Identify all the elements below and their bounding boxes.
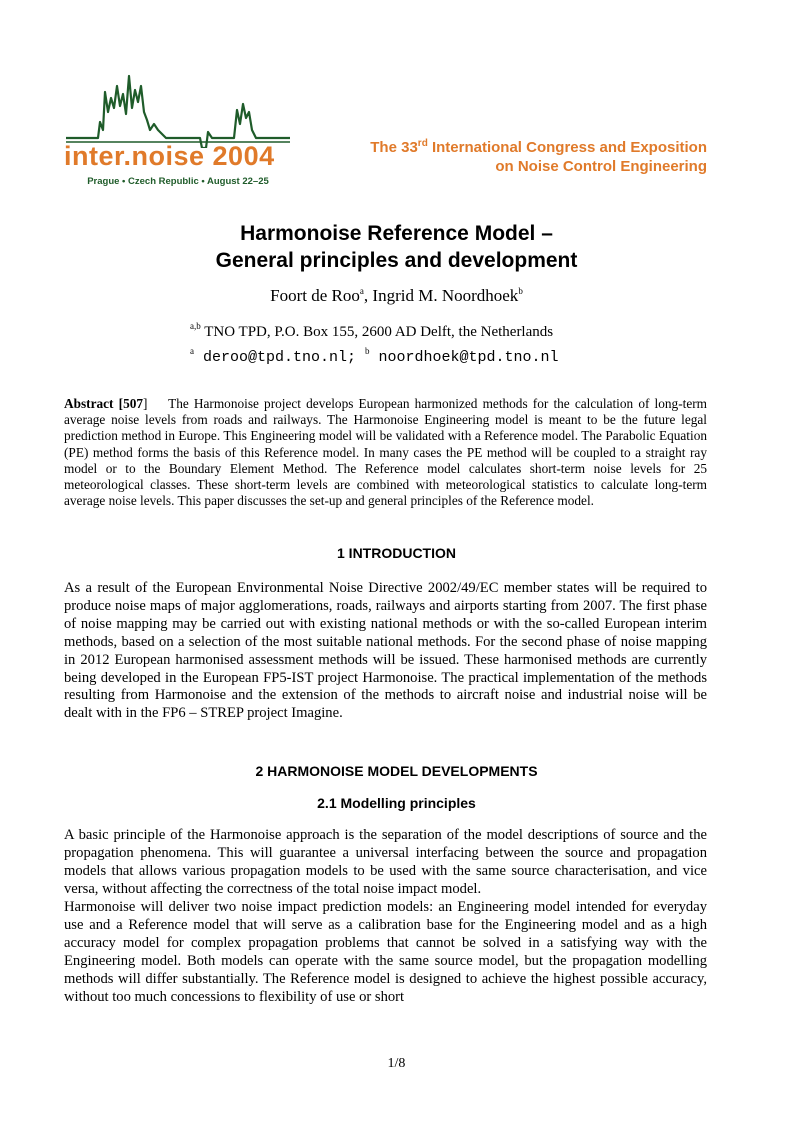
ordinal-suffix: rd bbox=[417, 138, 428, 149]
skyline-graphic bbox=[62, 68, 294, 148]
abstract-text: The Harmonoise project develops European harmonized methods for the calculation of long-term average noise levels from roads and railways. The Harmonoise Engineering model is meant to be the future legal prediction method in Europe. This Engineering model will be validated with a Reference model. The Parabolic Equation (PE) method forms the basis of this Reference model. In many cases the PE method will be coupled to a straight ray model or to the Boundary Element Method. The Reference model calculates short-term noise levels for 25 meteorological classes. These short-term levels are combined with meteorological statistics to calculate long-term average noise levels. This paper discusses the set-up and general principles of the Reference model. bbox=[64, 396, 707, 509]
logo-subtitle: Prague • Czech Republic • August 22–25 bbox=[87, 176, 269, 187]
authors bbox=[0, 286, 793, 306]
conference-title bbox=[370, 138, 707, 176]
abstract-label: Abstract [507 bbox=[64, 396, 144, 411]
affiliation bbox=[190, 321, 554, 341]
email-a-marker: a bbox=[190, 346, 194, 356]
conference-name: International Congress and Exposition bbox=[427, 139, 707, 156]
title-line-2: General principles and development bbox=[215, 249, 578, 272]
conference-line-2: on Noise Control Engineering bbox=[495, 158, 707, 175]
inter-noise-logo bbox=[62, 68, 294, 192]
section-1-text: As a result of the European Environmental Noise Directive 2002/49/EC member states will be required to produce noise maps of major agglomerations, roads, railways and airports starting from 2007. The first phase of noise mapping may be carried out with existing national methods or with the so-called European interim methods, based on a selection of the most suitable national methods. For the second phase of noise mapping in 2012 European harmonised assessment methods will be issued. These harmonised methods are currently being developed in the European FP5-IST project Harmonoise. The practical implementation of the methods resulting from Harmonoise and the extension of the methods to aircraft noise and industrial noise will be dealt with in the FP6 – STREP project Imagine. bbox=[64, 580, 707, 722]
affiliation-text: TNO TPD, P.O. Box 155, 2600 AD Delft, the Netherlands bbox=[200, 324, 554, 340]
section-1-heading: 1 INTRODUCTION bbox=[337, 545, 456, 561]
conference-line-1 bbox=[370, 138, 707, 157]
page-number: 1/8 bbox=[387, 1056, 406, 1071]
author-1: Foort de Roo bbox=[270, 286, 360, 305]
author-2-affil: b bbox=[518, 286, 523, 296]
logo-wordmark: inter.noise 2004 bbox=[64, 141, 275, 171]
author-separator: , bbox=[363, 286, 373, 305]
title-line-1: Harmonoise Reference Model – bbox=[240, 222, 553, 245]
conference-number: The 33 bbox=[370, 139, 418, 156]
abstract-label-close: ] bbox=[143, 396, 148, 411]
affiliation-marker: a,b bbox=[190, 321, 201, 331]
email-a[interactable]: deroo@tpd.tno.nl; bbox=[194, 349, 366, 366]
email-b-marker: b bbox=[365, 346, 370, 356]
emails bbox=[190, 346, 559, 366]
abstract bbox=[64, 396, 707, 509]
section-2-1-para-1: A basic principle of the Harmonoise approach is the separation of the model descriptions of source and the propagation phenomena. This will guarantee a universal interfacing between the source and propagation models that allows various propagation models to be used with the same source characterisation, and vice versa, without affecting the correctness of the total noise impact model. bbox=[64, 827, 707, 897]
author-1-affil: a bbox=[359, 286, 364, 296]
section-2-1-para-2: Harmonoise will deliver two noise impact prediction models: an Engineering model intended for everyday use and a Reference model that will serve as a calibration base for the Engineering model and as a high accuracy model for complex propagation problems that cannot be solved in a satisfying way with the Engineering model. Both models can operate with the same source model, but the propagation modelling methods will differ substantially. The Reference model is designed to achieve the highest possible accuracy, without too much concessions to flexibility of use or short bbox=[64, 899, 707, 1005]
paper-title bbox=[0, 220, 793, 274]
author-2: Ingrid M. Noordhoek bbox=[372, 286, 519, 305]
email-b[interactable]: noordhoek@tpd.tno.nl bbox=[369, 349, 559, 366]
section-2-1-heading: 2.1 Modelling principles bbox=[317, 795, 476, 811]
section-2-heading: 2 HARMONOISE MODEL DEVELOPMENTS bbox=[255, 763, 538, 779]
